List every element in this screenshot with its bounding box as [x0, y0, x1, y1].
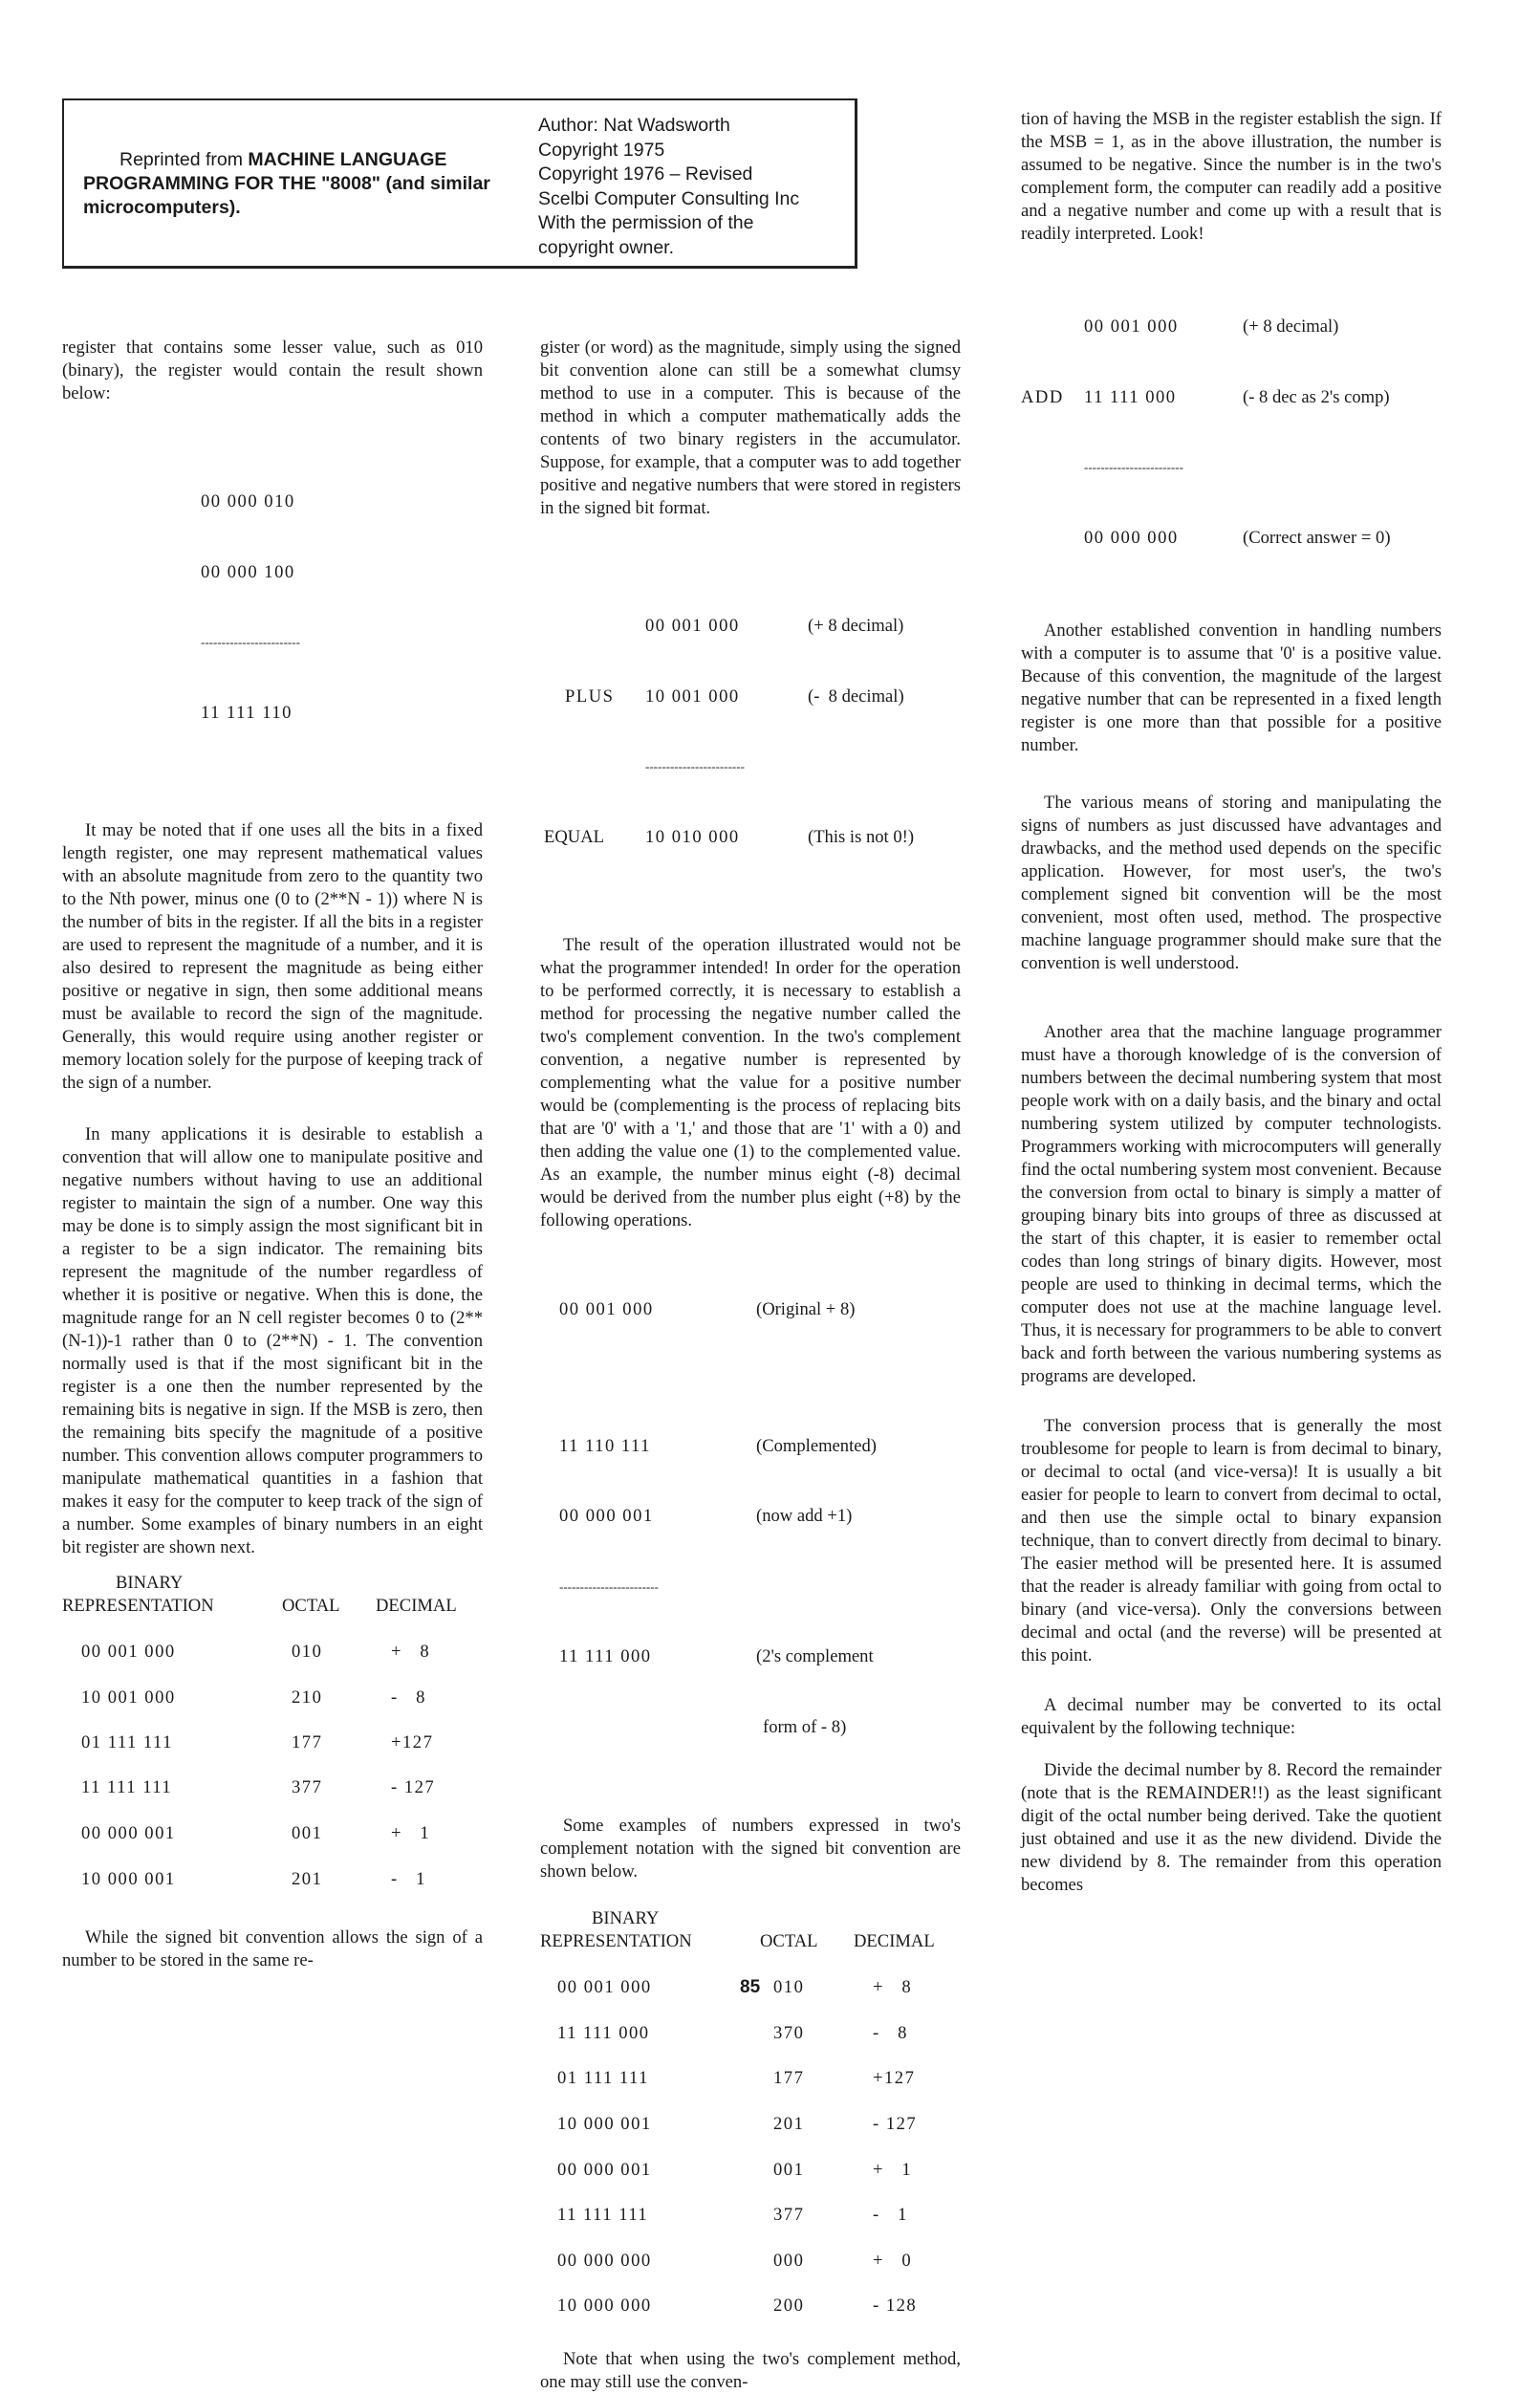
table-row [81, 1823, 431, 1846]
operator-label: ADD [1021, 386, 1064, 407]
octal-cell: 200 [773, 2296, 805, 2316]
octal-cell: 010 [292, 1642, 323, 1662]
page-number: 85 [740, 1977, 761, 1997]
binary-cell: 10 000 000 [557, 2296, 652, 2316]
binary-cell: 00 001 000 [81, 1642, 176, 1662]
paragraph: Another established convention in handling numbers with a computer is to assume that '0' is a positive value. Because of this convention, the magnitude of the largest negative number that can be represented in a fixed length register is one more than that possible for a positive number. [1021, 620, 1442, 755]
binary-value: 00 001 000 [559, 1299, 654, 1319]
binary-value: 11 111 000 [1084, 386, 1177, 407]
decimal-cell: + 0 [873, 2251, 913, 2271]
annotation: (Complemented) [756, 1435, 877, 1456]
table-row [557, 2114, 918, 2137]
reprint-title: MACHINE LANGUAGE PROGRAMMING FOR THE "8008" (and similar microcomputers). [83, 149, 490, 218]
annotation: form of - 8) [763, 1716, 847, 1737]
binary-value: 00 001 000 [645, 616, 740, 636]
decimal-cell: + 8 [391, 1642, 431, 1662]
twos-complement-derivation [559, 1251, 961, 1786]
octal-cell: 370 [773, 2023, 805, 2043]
signed-bit-table [62, 1573, 483, 1898]
paragraph: gister (or word) as the magnitude, simply using the signed bit convention alone can still be a somewhat clumsy method to use in a computer. This is because of the method in which a computer mathematically adds the contents of two binary registers in the accumulator. Suppose, for example, that a computer was to add together positive and negative numbers that were stored in registers in the signed bit format. [540, 337, 961, 518]
annotation: (- 8 dec as 2's comp) [1243, 386, 1390, 407]
binary-value: 11 110 111 [559, 1435, 651, 1456]
calc-rule: ------------------------ [645, 759, 745, 773]
table-row [557, 2296, 918, 2318]
octal-cell: 177 [292, 1732, 323, 1752]
paragraph: A decimal number may be converted to its octal equivalent by the following technique: [1021, 1695, 1442, 1738]
header-representation: REPRESENTATION [540, 1931, 692, 1951]
binary-cell: 11 111 000 [557, 2023, 650, 2043]
calc-line: 00 000 100 [201, 561, 295, 582]
credit-line: Copyright 1976 – Revised [538, 163, 753, 185]
header-binary: BINARY [592, 1908, 660, 1928]
decimal-cell: - 1 [391, 1869, 426, 1889]
credits [538, 114, 844, 260]
table-row [81, 1777, 436, 1800]
octal-cell: 210 [292, 1687, 323, 1708]
paragraph: Some examples of numbers expressed in two's complement notation with the signed bit convention are shown below. [540, 1816, 961, 1882]
paragraph: While the signed bit convention allows the sign of a number to be stored in the same re- [62, 1927, 483, 1970]
header-representation: REPRESENTATION [62, 1596, 214, 1616]
annotation: (- 8 decimal) [808, 686, 904, 707]
header-octal: OCTAL [282, 1596, 340, 1616]
annotation: (2's complement [756, 1646, 874, 1666]
binary-cell: 00 000 001 [81, 1823, 176, 1843]
decimal-cell: - 1 [873, 2205, 908, 2225]
reprint-prefix: Reprinted from [119, 149, 249, 170]
credit-line: Author: Nat Wadsworth [538, 115, 730, 136]
annotation: (+ 8 decimal) [1243, 316, 1339, 337]
paragraph: tion of having the MSB in the register establish the sign. If the MSB = 1, as in the above illustration, the number is assumed to be negative. Since the number is in the two's complement form, the computer can readily add a positive and a negative number and come up with a result that is readily interpreted. Look! [1021, 109, 1442, 244]
decimal-cell: - 127 [873, 2114, 918, 2134]
header-binary: BINARY [116, 1573, 184, 1593]
calc-line: 00 000 010 [201, 491, 295, 511]
operator-label: PLUS [565, 686, 615, 707]
decimal-cell: +127 [873, 2068, 916, 2088]
column-2 [540, 337, 961, 2394]
table-row [557, 2023, 908, 2046]
annotation: (Original + 8) [756, 1299, 856, 1319]
paragraph: In many applications it is desirable to establish a convention that will allow one to manipulate positive and negative numbers without having to use an additional register to maintain the sign of a number. One way this may be done is to simply assign the most significant bit in a register to be a sign indicator. The remaining bits represent the magnitude of the number regardless of whether it is positive or negative. When this is done, the magnitude range for an N cell register becomes 0 to (2**(N-1))-1 rather than 0 to (2**N) - 1. The convention normally used is that if the most significant bit in the register is a one then the number represented by the remaining bits is negative in sign. If the MSB is zero, then the remaining bits specify the magnitude of a positive number. This convention allows computer programmers to manipulate mathematical quantities in a fashion that makes it easy for the computer to keep track of the sign of a number. Some examples of binary numbers in an eight bit register are shown next. [62, 1124, 483, 1557]
table-row [81, 1732, 434, 1755]
binary-cell: 10 001 000 [81, 1687, 176, 1708]
table-row [81, 1642, 431, 1665]
twos-complement-table [540, 1908, 961, 2325]
calc-rule: ------------------------ [201, 635, 300, 649]
operator-label: EQUAL [544, 826, 604, 847]
calc-rule: ------------------------ [1084, 460, 1183, 474]
octal-cell: 377 [292, 1777, 323, 1797]
binary-value: 00 000 000 [1084, 527, 1179, 548]
credit-line: copyright owner. [538, 236, 674, 258]
table-row [557, 2068, 916, 2091]
decimal-cell: - 127 [391, 1777, 436, 1797]
decimal-cell: + 1 [391, 1823, 431, 1843]
binary-cell: 01 111 111 [81, 1732, 173, 1752]
credit-line: Copyright 1975 [538, 139, 665, 161]
binary-cell: 01 111 111 [557, 2068, 649, 2088]
decimal-cell: + 1 [873, 2160, 913, 2180]
annotation: (now add +1) [756, 1506, 853, 1526]
octal-cell: 001 [292, 1823, 323, 1843]
paragraph: The result of the operation illustrated would not be what the programmer intended! In order for the operation to be performed correctly, it is necessary to establish a method for processing the negative number called the two's complement convention. In the two's complement convention, a negative number is represented by complementing what the value for a positive number would be (complementing is the process of replacing bits that are '0' with a '1,' and those that are '1' with a 0) and then adding the value one (1) to the complemented value. As an example, the number minus eight (-8) decimal would be derived from the number plus eight (+8) by the following operations. [540, 935, 961, 1230]
octal-cell: 000 [773, 2251, 805, 2271]
credit-line: With the permission of the [538, 212, 754, 233]
binary-cell: 00 000 001 [557, 2160, 652, 2180]
table-row [81, 1687, 426, 1710]
decimal-cell: +127 [391, 1732, 434, 1752]
binary-value: 10 010 000 [645, 826, 740, 847]
calc-rule: ------------------------ [559, 1578, 659, 1594]
decimal-cell: - 8 [873, 2023, 908, 2043]
binary-cell: 11 111 111 [81, 1777, 173, 1797]
add-example [1021, 269, 1442, 597]
octal-cell: 177 [773, 2068, 805, 2088]
binary-value: 11 111 000 [559, 1646, 652, 1666]
reprint-notice-box [62, 98, 857, 269]
table-row [81, 1869, 426, 1892]
header-octal: OCTAL [760, 1931, 818, 1951]
decimal-cell: + 8 [873, 1977, 913, 1997]
annotation: (Correct answer = 0) [1243, 527, 1391, 548]
plus-example [540, 568, 961, 896]
calc-line: 11 111 110 [201, 702, 293, 723]
binary-cell: 11 111 111 [557, 2205, 649, 2225]
binary-sum-example [201, 444, 483, 772]
table-row [557, 2160, 913, 2183]
decimal-cell: - 128 [873, 2296, 918, 2316]
table-row [557, 2205, 908, 2228]
binary-value: 00 001 000 [1084, 316, 1179, 337]
table-row [557, 2251, 913, 2274]
octal-cell: 001 [773, 2160, 805, 2180]
binary-cell: 00 000 000 [557, 2251, 652, 2271]
column-3 [1021, 108, 1442, 1897]
header-decimal: DECIMAL [854, 1931, 935, 1951]
octal-cell: 201 [773, 2114, 805, 2134]
paragraph: It may be noted that if one uses all the bits in a fixed length register, one may represent mathematical values with an absolute magnitude from zero to the quantity two to the Nth power, minus one (0 to (2**N - 1)) where N is the number of bits in the register. If all the bits in a register are used to represent the magnitude of a number, and it is also desired to represent the magnitude as being either positive or negative in sign, then some additional means must be available to record the sign of the magnitude. Generally, this would require using another register or memory location solely for the purpose of keeping track of the sign of a number. [62, 820, 483, 1093]
paragraph: Another area that the machine language programmer must have a thorough knowledge of is the conversion of numbers between the decimal numbering system that most people work with on a daily basis, and the binary and octal numbering system utilized by computer technologists. Programmers working with microcomputers will generally find the octal numbering system most convenient. Because the conversion from octal to binary is simply a matter of grouping binary bits into groups of three as discussed at the start of this chapter, it is easier to remember octal codes than long strings of binary digits. However, most people are used to thinking in decimal terms, which the computer does not use at the machine language level. Thus, it is necessary for programmers to be able to convert back and forth between the various numbering systems as programs are developed. [1021, 1022, 1442, 1386]
octal-cell: 010 [773, 1977, 805, 1997]
decimal-cell: - 8 [391, 1687, 426, 1708]
binary-cell: 00 001 000 [557, 1977, 652, 1997]
credit-line: Scelbi Computer Consulting Inc [538, 187, 800, 209]
octal-cell: 377 [773, 2205, 805, 2225]
column-1 [62, 337, 483, 1972]
octal-cell: 201 [292, 1869, 323, 1889]
paragraph: The conversion process that is generally the most troublesome for people to learn is from decimal to binary, or decimal to octal (and vice-versa)! It is usually a bit easier for people to learn to convert from decimal to octal, and then use the simple octal to binary expansion technique, than to convert directly from decimal to binary. The easier method will be presented here. It is assumed that the reader is already familiar with going from octal to binary (and vice-versa). Only the conversions between decimal and octal (and the reverse) will be presented at this point. [1021, 1416, 1442, 1665]
annotation: (This is not 0!) [808, 826, 915, 847]
binary-value: 10 001 000 [645, 686, 740, 707]
paragraph: register that contains some lesser value, such as 010 (binary), the register would contain the result shown below: [62, 337, 483, 403]
header-decimal: DECIMAL [376, 1596, 457, 1616]
paragraph: Note that when using the two's complement method, one may still use the conven- [540, 2349, 961, 2392]
paragraph: Divide the decimal number by 8. Record the remainder (note that is the REMAINDER!!) as the least significant digit of the octal number being derived. Take the quotient just obtained and use it as the new dividend. Divide the new dividend by 8. The remainder from this operation becomes [1021, 1760, 1442, 1895]
reprint-source [83, 148, 504, 220]
paragraph: The various means of storing and manipulating the signs of numbers as just discussed have advantages and drawbacks, and the method used depends on the specific application. However, for most user's, the two's complement signed bit convention will be the most convenient, most often used, method. The prospective machine language programmer should make sure that the convention is well understood. [1021, 793, 1442, 973]
annotation: (+ 8 decimal) [808, 616, 904, 636]
binary-cell: 10 000 001 [81, 1869, 176, 1889]
binary-value: 00 000 001 [559, 1506, 654, 1526]
binary-cell: 10 000 001 [557, 2114, 652, 2134]
